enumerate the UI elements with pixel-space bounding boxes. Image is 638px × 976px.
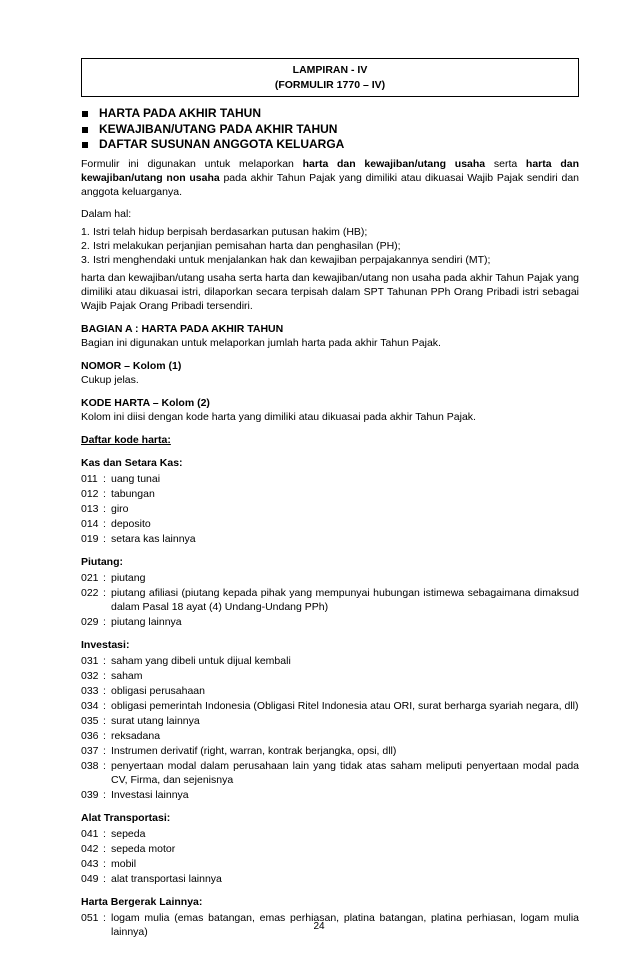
code-separator: : [103, 669, 106, 682]
kode-harta-description: Kolom ini diisi dengan kode harta yang dimiliki atau dikuasai pada akhir Tahun Pajak. [81, 410, 476, 423]
bullet-list [81, 106, 579, 153]
code-row [81, 615, 579, 629]
kode-groups [81, 456, 579, 939]
code-number: 021 [81, 571, 99, 584]
group-heading: Kas dan Setara Kas: [81, 456, 183, 469]
code-description: sepeda motor [111, 842, 176, 855]
code-separator: : [103, 571, 106, 584]
code-number: 038 [81, 759, 99, 772]
code-number: 022 [81, 586, 99, 599]
code-number: 031 [81, 654, 99, 667]
dalam-hal-label: Dalam hal: [81, 207, 132, 220]
code-number: 051 [81, 911, 99, 924]
document-page [81, 58, 579, 940]
code-separator: : [103, 472, 106, 485]
formulir-subtitle: (FORMULIR 1770 – IV) [274, 79, 386, 91]
code-separator: : [103, 714, 106, 727]
code-row [81, 669, 579, 683]
code-row [81, 684, 579, 698]
code-number: 035 [81, 714, 99, 727]
code-description: alat transportasi lainnya [111, 872, 222, 885]
code-separator: : [103, 684, 106, 697]
code-row [81, 472, 579, 486]
code-row [81, 571, 579, 585]
list-item: 3. Istri menghendaki untuk menjalankan hak dan kewajiban perpajakannya sendiri (MT); [81, 253, 491, 266]
code-number: 036 [81, 729, 99, 742]
code-number: 039 [81, 788, 99, 801]
code-list [81, 472, 579, 546]
code-row [81, 857, 579, 871]
code-row [81, 487, 579, 501]
code-number: 014 [81, 517, 99, 530]
code-description: setara kas lainnya [111, 532, 196, 545]
intro-paragraph: Formulir ini digunakan untuk melaporkan harta dan kewajiban/utang usaha serta harta dan kewajiban/utang non usaha pada akhir Tahun Pajak yang dimiliki atau dikuasai Wajib Pajak sendiri dan anggota keluarganya. [81, 157, 579, 198]
code-description: saham yang dibeli untuk dijual kembali [111, 654, 291, 667]
code-row [81, 788, 579, 802]
code-separator: : [103, 842, 106, 855]
code-separator: : [103, 586, 106, 599]
code-row [81, 517, 579, 531]
code-description: saham [111, 669, 143, 682]
lampiran-title: LAMPIRAN - IV [292, 64, 368, 76]
code-number: 043 [81, 857, 99, 870]
code-description: Investasi lainnya [111, 788, 189, 801]
code-separator: : [103, 615, 106, 628]
code-separator: : [103, 827, 106, 840]
code-separator: : [103, 788, 106, 801]
code-number: 012 [81, 487, 99, 500]
code-description: Instrumen derivatif (right, warran, kontrak berjangka, opsi, dll) [111, 744, 397, 757]
code-separator: : [103, 759, 106, 772]
nomor-description: Cukup jelas. [81, 373, 139, 386]
code-separator: : [103, 487, 106, 500]
code-separator: : [103, 502, 106, 515]
code-separator: : [103, 872, 106, 885]
bagian-a-description: Bagian ini digunakan untuk melaporkan jumlah harta pada akhir Tahun Pajak. [81, 336, 441, 349]
code-description: logam mulia (emas batangan, emas perhiasan, platina batangan, platina perhiasan, logam mulia lainnya) [111, 911, 579, 938]
code-number: 013 [81, 502, 99, 515]
code-row [81, 654, 579, 668]
bagian-a-heading: BAGIAN A : HARTA PADA AKHIR TAHUN [81, 322, 284, 335]
bullet-item: HARTA PADA AKHIR TAHUN [81, 106, 579, 122]
code-number: 042 [81, 842, 99, 855]
code-number: 034 [81, 699, 99, 712]
code-description: penyertaan modal dalam perusahaan lain yang tidak atas saham meliputi penyertaan modal pada CV, Firma, dan sejenisnya [111, 759, 579, 786]
code-separator: : [103, 699, 106, 712]
bullet-item: KEWAJIBAN/UTANG PADA AKHIR TAHUN [81, 122, 579, 138]
code-row [81, 502, 579, 516]
code-description: obligasi pemerintah Indonesia (Obligasi Ritel Indonesia atau ORI, surat berharga syariah negara, dll) [111, 699, 579, 712]
code-number: 032 [81, 669, 99, 682]
code-row [81, 759, 579, 787]
code-description: sepeda [111, 827, 146, 840]
code-row [81, 842, 579, 856]
list-item: 1. Istri telah hidup berpisah berdasarkan putusan hakim (HB); [81, 225, 368, 238]
code-number: 049 [81, 872, 99, 885]
code-list [81, 827, 579, 886]
code-number: 019 [81, 532, 99, 545]
code-number: 041 [81, 827, 99, 840]
code-separator: : [103, 532, 106, 545]
code-separator: : [103, 744, 106, 757]
code-row [81, 744, 579, 758]
daftar-kode-heading: Daftar kode harta: [81, 433, 171, 446]
kode-harta-heading: KODE HARTA – Kolom (2) [81, 396, 210, 409]
code-list [81, 654, 579, 802]
code-number: 011 [81, 472, 98, 485]
code-description: uang tunai [111, 472, 161, 485]
group-heading: Piutang: [81, 555, 123, 568]
istri-paragraph: harta dan kewajiban/utang usaha serta harta dan kewajiban/utang non usaha pada akhir Tahun Pajak yang dimiliki atau dikuasai istri, dilaporkan secara terpisah dalam SPT Tahunan PPh Orang Pribadi istri sebagai Wajib Pajak Orang Pribadi tersendiri. [81, 271, 579, 312]
code-row [81, 699, 579, 713]
lampiran-title-box [81, 58, 579, 97]
code-description: piutang afiliasi (piutang kepada pihak yang mempunyai hubungan istimewa sebagaimana dimaksud dalam Pasal 18 ayat (4) Undang-Undang PPh) [111, 586, 579, 613]
code-description: obligasi perusahaan [111, 684, 205, 697]
group-heading: Harta Bergerak Lainnya: [81, 895, 203, 908]
code-row [81, 872, 579, 886]
group-heading: Alat Transportasi: [81, 811, 171, 824]
code-separator: : [103, 654, 106, 667]
code-row [81, 729, 579, 743]
code-description: deposito [111, 517, 151, 530]
code-description: mobil [111, 857, 137, 870]
code-separator: : [103, 911, 106, 924]
nomor-heading: NOMOR – Kolom (1) [81, 359, 182, 372]
code-row [81, 532, 579, 546]
code-separator: : [103, 729, 106, 742]
code-number: 029 [81, 615, 99, 628]
code-row [81, 827, 579, 841]
code-number: 037 [81, 744, 99, 757]
square-bullet-icon [82, 111, 88, 117]
code-row [81, 586, 579, 614]
code-description: piutang [111, 571, 146, 584]
code-separator: : [103, 517, 106, 530]
group-heading: Investasi: [81, 638, 130, 651]
page-number: 24 [313, 921, 325, 932]
code-description: tabungan [111, 487, 155, 500]
code-description: giro [111, 502, 129, 515]
condition-list [81, 225, 579, 267]
code-number: 033 [81, 684, 99, 697]
square-bullet-icon [82, 142, 88, 148]
code-description: surat utang lainnya [111, 714, 200, 727]
code-description: reksadana [111, 729, 161, 742]
code-separator: : [103, 857, 106, 870]
code-list [81, 571, 579, 629]
list-item: 2. Istri melakukan perjanjian pemisahan harta dan penghasilan (PH); [81, 239, 401, 252]
bullet-item: DAFTAR SUSUNAN ANGGOTA KELUARGA [81, 137, 579, 153]
code-row [81, 714, 579, 728]
code-description: piutang lainnya [111, 615, 182, 628]
square-bullet-icon [82, 127, 88, 133]
